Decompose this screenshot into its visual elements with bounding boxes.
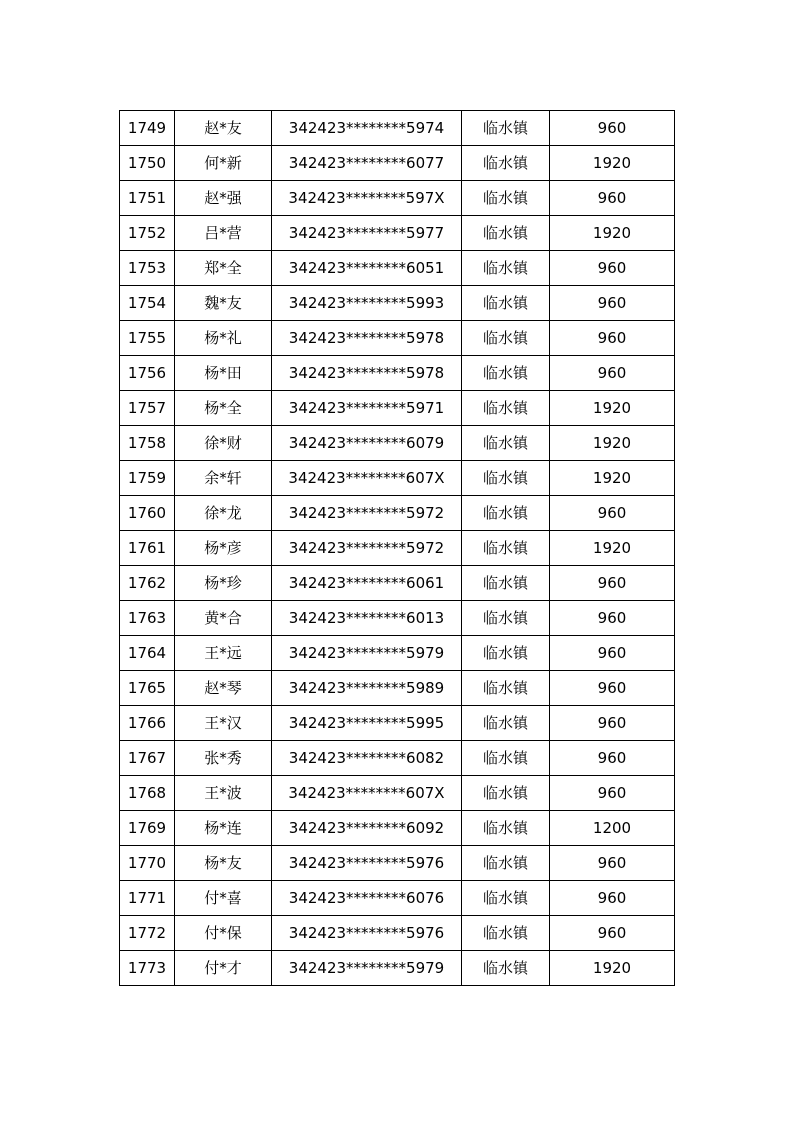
town-cell: 临水镇 [462,951,550,986]
table-row [120,496,675,531]
table-row [120,741,675,776]
town-cell: 临水镇 [462,496,550,531]
town-cell: 临水镇 [462,706,550,741]
amount-cell: 960 [550,741,675,776]
row-number-cell: 1750 [120,146,175,181]
id-number-cell: 342423********5978 [272,321,462,356]
town-cell: 临水镇 [462,356,550,391]
table-row [120,286,675,321]
name-cell: 付*保 [175,916,272,951]
id-number-cell: 342423********5972 [272,496,462,531]
amount-cell: 960 [550,566,675,601]
row-number-cell: 1762 [120,566,175,601]
table-row [120,916,675,951]
table-row [120,951,675,986]
id-number-cell: 342423********5976 [272,846,462,881]
name-cell: 余*轩 [175,461,272,496]
town-cell: 临水镇 [462,461,550,496]
name-cell: 赵*强 [175,181,272,216]
name-cell: 徐*龙 [175,496,272,531]
row-number-cell: 1769 [120,811,175,846]
id-number-cell: 342423********5995 [272,706,462,741]
town-cell: 临水镇 [462,216,550,251]
id-number-cell: 342423********607X [272,776,462,811]
table-row [120,146,675,181]
town-cell: 临水镇 [462,846,550,881]
town-cell: 临水镇 [462,426,550,461]
table-row [120,391,675,426]
row-number-cell: 1765 [120,671,175,706]
amount-cell: 960 [550,286,675,321]
id-number-cell: 342423********5978 [272,356,462,391]
row-number-cell: 1768 [120,776,175,811]
amount-cell: 960 [550,776,675,811]
table-row [120,356,675,391]
town-cell: 临水镇 [462,111,550,146]
name-cell: 付*才 [175,951,272,986]
table-row [120,776,675,811]
town-cell: 临水镇 [462,601,550,636]
town-cell: 临水镇 [462,741,550,776]
town-cell: 临水镇 [462,776,550,811]
name-cell: 赵*琴 [175,671,272,706]
amount-cell: 1920 [550,391,675,426]
id-number-cell: 342423********6013 [272,601,462,636]
id-number-cell: 342423********6051 [272,251,462,286]
amount-cell: 960 [550,601,675,636]
row-number-cell: 1772 [120,916,175,951]
town-cell: 临水镇 [462,811,550,846]
amount-cell: 960 [550,706,675,741]
name-cell: 王*汉 [175,706,272,741]
name-cell: 付*喜 [175,881,272,916]
name-cell: 赵*友 [175,111,272,146]
row-number-cell: 1763 [120,601,175,636]
name-cell: 杨*友 [175,846,272,881]
town-cell: 临水镇 [462,391,550,426]
amount-cell: 960 [550,356,675,391]
name-cell: 吕*营 [175,216,272,251]
id-number-cell: 342423********6076 [272,881,462,916]
name-cell: 张*秀 [175,741,272,776]
id-number-cell: 342423********5979 [272,636,462,671]
table-row [120,846,675,881]
town-cell: 临水镇 [462,321,550,356]
name-cell: 王*波 [175,776,272,811]
row-number-cell: 1764 [120,636,175,671]
name-cell: 杨*珍 [175,566,272,601]
row-number-cell: 1759 [120,461,175,496]
amount-cell: 1920 [550,426,675,461]
row-number-cell: 1773 [120,951,175,986]
name-cell: 魏*友 [175,286,272,321]
row-number-cell: 1770 [120,846,175,881]
table-row [120,181,675,216]
name-cell: 郑*全 [175,251,272,286]
table-row [120,706,675,741]
row-number-cell: 1771 [120,881,175,916]
town-cell: 临水镇 [462,286,550,321]
table-row [120,426,675,461]
town-cell: 临水镇 [462,181,550,216]
row-number-cell: 1761 [120,531,175,566]
amount-cell: 960 [550,671,675,706]
town-cell: 临水镇 [462,531,550,566]
amount-cell: 960 [550,636,675,671]
name-cell: 王*远 [175,636,272,671]
row-number-cell: 1767 [120,741,175,776]
table-row [120,601,675,636]
name-cell: 杨*全 [175,391,272,426]
amount-cell: 1920 [550,216,675,251]
amount-cell: 960 [550,251,675,286]
amount-cell: 1920 [550,531,675,566]
town-cell: 临水镇 [462,916,550,951]
amount-cell: 960 [550,111,675,146]
amount-cell: 1920 [550,951,675,986]
table-row [120,881,675,916]
town-cell: 临水镇 [462,566,550,601]
id-number-cell: 342423********5989 [272,671,462,706]
row-number-cell: 1754 [120,286,175,321]
id-number-cell: 342423********5979 [272,951,462,986]
row-number-cell: 1756 [120,356,175,391]
id-number-cell: 342423********597X [272,181,462,216]
town-cell: 临水镇 [462,671,550,706]
table-row [120,811,675,846]
row-number-cell: 1758 [120,426,175,461]
name-cell: 杨*礼 [175,321,272,356]
row-number-cell: 1760 [120,496,175,531]
table-body [120,111,675,986]
amount-cell: 960 [550,916,675,951]
id-number-cell: 342423********6061 [272,566,462,601]
table-row [120,566,675,601]
id-number-cell: 342423********5974 [272,111,462,146]
town-cell: 临水镇 [462,146,550,181]
id-number-cell: 342423********6082 [272,741,462,776]
amount-cell: 960 [550,321,675,356]
id-number-cell: 342423********5977 [272,216,462,251]
id-number-cell: 342423********6092 [272,811,462,846]
table-row [120,636,675,671]
id-number-cell: 342423********6079 [272,426,462,461]
town-cell: 临水镇 [462,251,550,286]
table-row [120,251,675,286]
town-cell: 临水镇 [462,881,550,916]
table-row [120,321,675,356]
id-number-cell: 342423********607X [272,461,462,496]
id-number-cell: 342423********5976 [272,916,462,951]
recipient-table [119,110,675,986]
row-number-cell: 1752 [120,216,175,251]
name-cell: 杨*连 [175,811,272,846]
amount-cell: 1920 [550,461,675,496]
row-number-cell: 1755 [120,321,175,356]
table-row [120,531,675,566]
id-number-cell: 342423********5971 [272,391,462,426]
id-number-cell: 342423********6077 [272,146,462,181]
town-cell: 临水镇 [462,636,550,671]
amount-cell: 960 [550,496,675,531]
name-cell: 何*新 [175,146,272,181]
name-cell: 杨*田 [175,356,272,391]
table-row [120,461,675,496]
row-number-cell: 1757 [120,391,175,426]
row-number-cell: 1753 [120,251,175,286]
name-cell: 杨*彦 [175,531,272,566]
amount-cell: 960 [550,846,675,881]
table-row [120,671,675,706]
name-cell: 黄*合 [175,601,272,636]
amount-cell: 1920 [550,146,675,181]
name-cell: 徐*财 [175,426,272,461]
table-row [120,111,675,146]
amount-cell: 960 [550,181,675,216]
id-number-cell: 342423********5993 [272,286,462,321]
row-number-cell: 1766 [120,706,175,741]
row-number-cell: 1751 [120,181,175,216]
id-number-cell: 342423********5972 [272,531,462,566]
amount-cell: 1200 [550,811,675,846]
table-row [120,216,675,251]
row-number-cell: 1749 [120,111,175,146]
amount-cell: 960 [550,881,675,916]
